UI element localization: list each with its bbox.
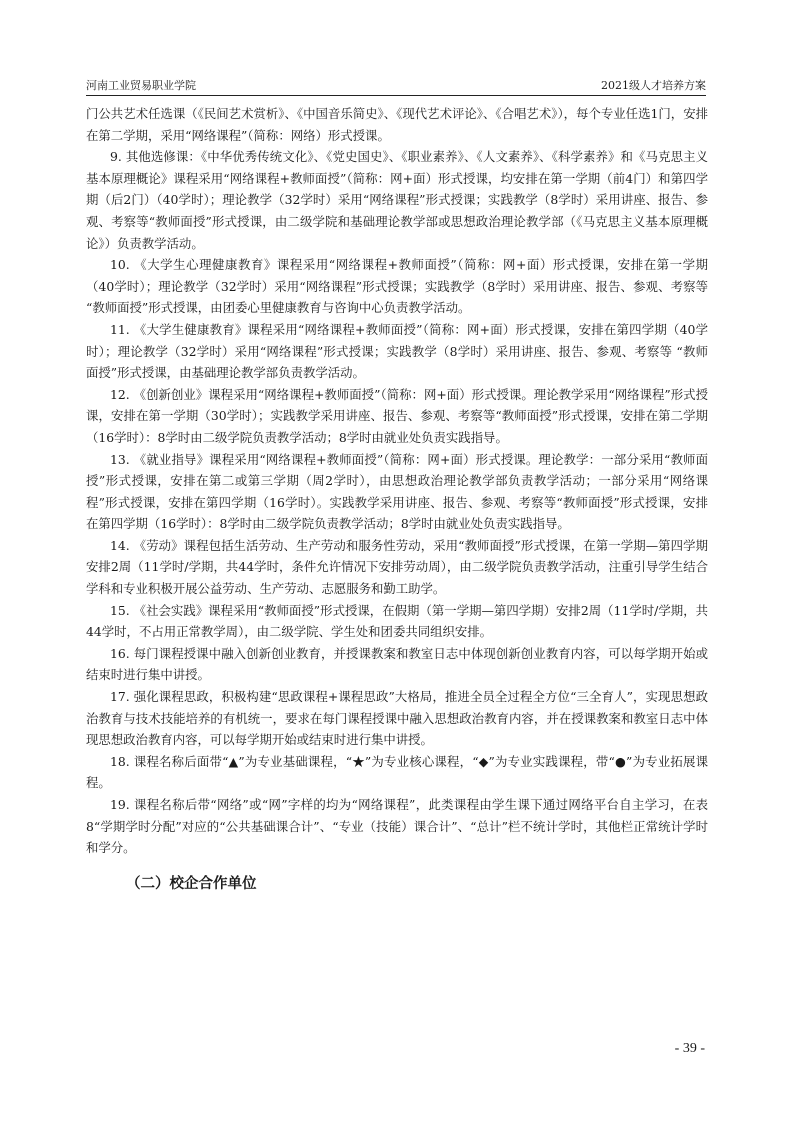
section-heading: （二）校企合作单位 <box>126 875 257 892</box>
header-school-name: 河南工业贸易职业学院 <box>86 79 196 92</box>
header-document-title: 2021级人才培养方案 <box>601 79 706 92</box>
paragraph-item-10: 10. 《大学生心理健康教育》课程采用“网络课程+教师面授”（简称：网+面）形式授课，安排在第一学期（40学时）；理论教学（32学时）采用“网络课程”形式授课；实践教学（8学时）采用讲座、报告、参观、考察等 “教师面授”形式授课，由团委心里健康教育与咨询中心负责教学活动。 <box>86 257 708 316</box>
paragraph-continuation: 门公共艺术任选课（《民间艺术赏析》、《中国音乐简史》、《现代艺术评论》、《合唱艺术》），每个专业任选1门，安排在第二学期，采用“网络课程”（简称：网络）形式授课。 <box>86 106 708 143</box>
paragraph-item-14: 14. 《劳动》课程包括生活劳动、生产劳动和服务性劳动，采用“教师面授”形式授课，在第一学期—第四学期安排2周（11学时/学期，共44学时，条件允许情况下安排劳动周），由二级学院负责教学活动，注重引导学生结合学科和专业积极开展公益劳动、生产劳动、志愿服务和勤工助学。 <box>86 537 708 597</box>
page-header <box>86 79 706 96</box>
paragraph-item-11: 11. 《大学生健康教育》课程采用“网络课程+教师面授”（简称：网+面）形式授课，安排在第四学期（40学时）；理论教学（32学时）采用“网络课程”形式授课；实践教学（8学时）采用讲座、报告、参观、考察等 “教师面授”形式授课，由基础理论教学部负责教学活动。 <box>86 321 708 381</box>
page-body <box>86 103 708 895</box>
paragraph-item-17: 17. 强化课程思政，积极构建“思政课程+课程思政”大格局，推进全员全过程全方位“三全育人”，实现思想政治教育与技术技能培养的有机统一，要求在每门课程授课中融入思想政治教育内容，并在授课教案和教室日志中体现思想政治教育内容，可以每学期开始或结束时进行集中讲授。 <box>86 689 708 748</box>
paragraph-item-16: 16. 每门课程授课中融入创新创业教育，并授课教案和教室日志中体现创新创业教育内容，可以每学期开始或结束时进行集中讲授。 <box>86 645 708 683</box>
paragraph-item-9: 9. 其他选修课：《中华优秀传统文化》、《党史国史》、《职业素养》、《人文素养》、《科学素养》和《马克思主义基本原理概论》课程采用“网络课程+教师面授”（简称：网+面）形式授课，均安排在第一学期（前4门）和第四学期（后2门）（40学时）；理论教学（32学时）采用“网络课程”形式授课；实践教学（8学时）采用讲座、报告、参观、考察等“教师面授”形式授课，由二级学院和基础理论教学部或思想政治理论教学部（《马克思主义基本原理概论》）负责教学活动。 <box>86 149 708 251</box>
paragraph-item-15: 15. 《社会实践》课程采用“教师面授”形式授课，在假期（第一学期—第四学期）安排2周（11学时/学期，共44学时，不占用正常教学周），由二级学院、学生处和团委共同组织安排。 <box>86 602 708 640</box>
page-number: - 39 - <box>674 1041 705 1056</box>
paragraph-item-13: 13. 《就业指导》课程采用“网络课程+教师面授”（简称：网+面）形式授课。理论教学：一部分采用“教师面授”形式授课，安排在第二或第三学期（周2学时），由思想政治理论教学部负责教学活动；一部分采用“网络课程”形式授课，安排在第四学期（16学时）。实践教学采用讲座、报告、参观、考察等“教师面授”形式授课，安排在第四学期（16学时）：8学时由二级学院负责教学活动；8学时由就业处负责实践指导。 <box>86 451 708 532</box>
paragraph-item-18: 18. 课程名称后面带“▲”为专业基础课程，“★”为专业核心课程，“◆”为专业实践课程，带“●”为专业拓展课程。 <box>86 753 708 791</box>
paragraph-item-12: 12. 《创新创业》课程采用“网络课程+教师面授”（简称：网+面）形式授课。理论教学采用“网络课程”形式授课，安排在第一学期（30学时）；实践教学采用讲座、报告、参观、考察等“教师面授”形式授课，安排在第二学期（16学时）：8学时由二级学院负责教学活动；8学时由就业处负责实践指导。 <box>86 386 708 445</box>
paragraph-item-19: 19. 课程名称后带“网络”或“网”字样的均为“网络课程”，此类课程由学生课下通过网络平台自主学习，在表8“学期学时分配”对应的“公共基础课合计”、“专业（技能）课合计”、“总计”栏不统计学时，其他栏正常统计学时和学分。 <box>86 797 708 856</box>
